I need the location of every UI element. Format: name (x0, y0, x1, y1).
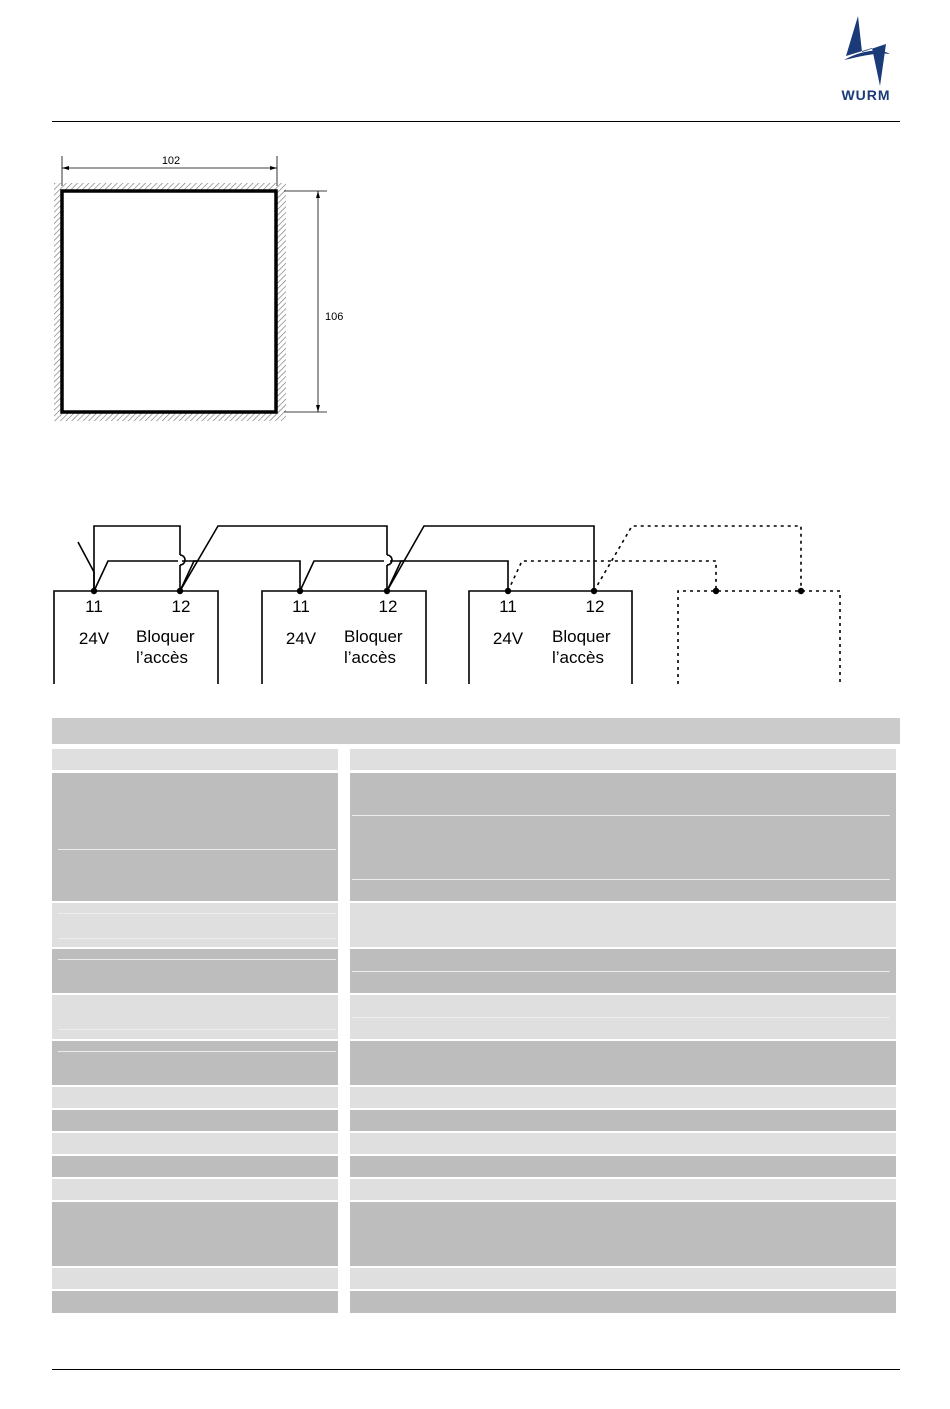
module-2-terminal-12: 12 (378, 597, 398, 616)
width-dimension-label: 102 (161, 155, 181, 167)
table-row (52, 903, 896, 947)
module-1-label-bloquer: Bloquer (136, 627, 195, 646)
height-dimension-label: 106 (325, 311, 344, 323)
table-row (52, 773, 896, 901)
table-row (52, 949, 896, 993)
module-4-box-dashed (678, 591, 840, 684)
table-row (52, 1156, 896, 1177)
module-1-label-acces: l’accès (136, 648, 188, 667)
module-1-terminal-11: 11 (85, 597, 103, 616)
module-3-label-acces: l’accès (552, 648, 604, 667)
module-2-label-acces: l’accès (344, 648, 396, 667)
table-row (52, 749, 896, 770)
module-2-label-bloquer: Bloquer (344, 627, 403, 646)
module-1-label-24v: 24V (78, 629, 110, 648)
module-3-label-24v: 24V (492, 629, 524, 648)
table-row (52, 1268, 896, 1289)
table-row (52, 1291, 896, 1313)
panel-cutout-drawing (54, 155, 343, 421)
logo-text: WURM (841, 87, 891, 103)
spec-table-header (52, 718, 900, 744)
module-2-label-24v: 24V (285, 629, 317, 648)
table-row (52, 1087, 896, 1108)
module-3-terminal-11: 11 (499, 597, 517, 616)
technical-drawing (0, 0, 950, 700)
module-3-terminal-12: 12 (585, 597, 605, 616)
module-3-label-bloquer: Bloquer (552, 627, 611, 646)
footer-rule (52, 1369, 900, 1370)
table-row (52, 1041, 896, 1085)
table-row (52, 1133, 896, 1154)
table-row (52, 995, 896, 1039)
cutout-outline (62, 191, 276, 412)
table-row (52, 1179, 896, 1200)
table-row (52, 1110, 896, 1131)
module-2-terminal-11: 11 (292, 597, 310, 616)
table-row (52, 1202, 896, 1266)
module-1-terminal-12: 12 (171, 597, 191, 616)
